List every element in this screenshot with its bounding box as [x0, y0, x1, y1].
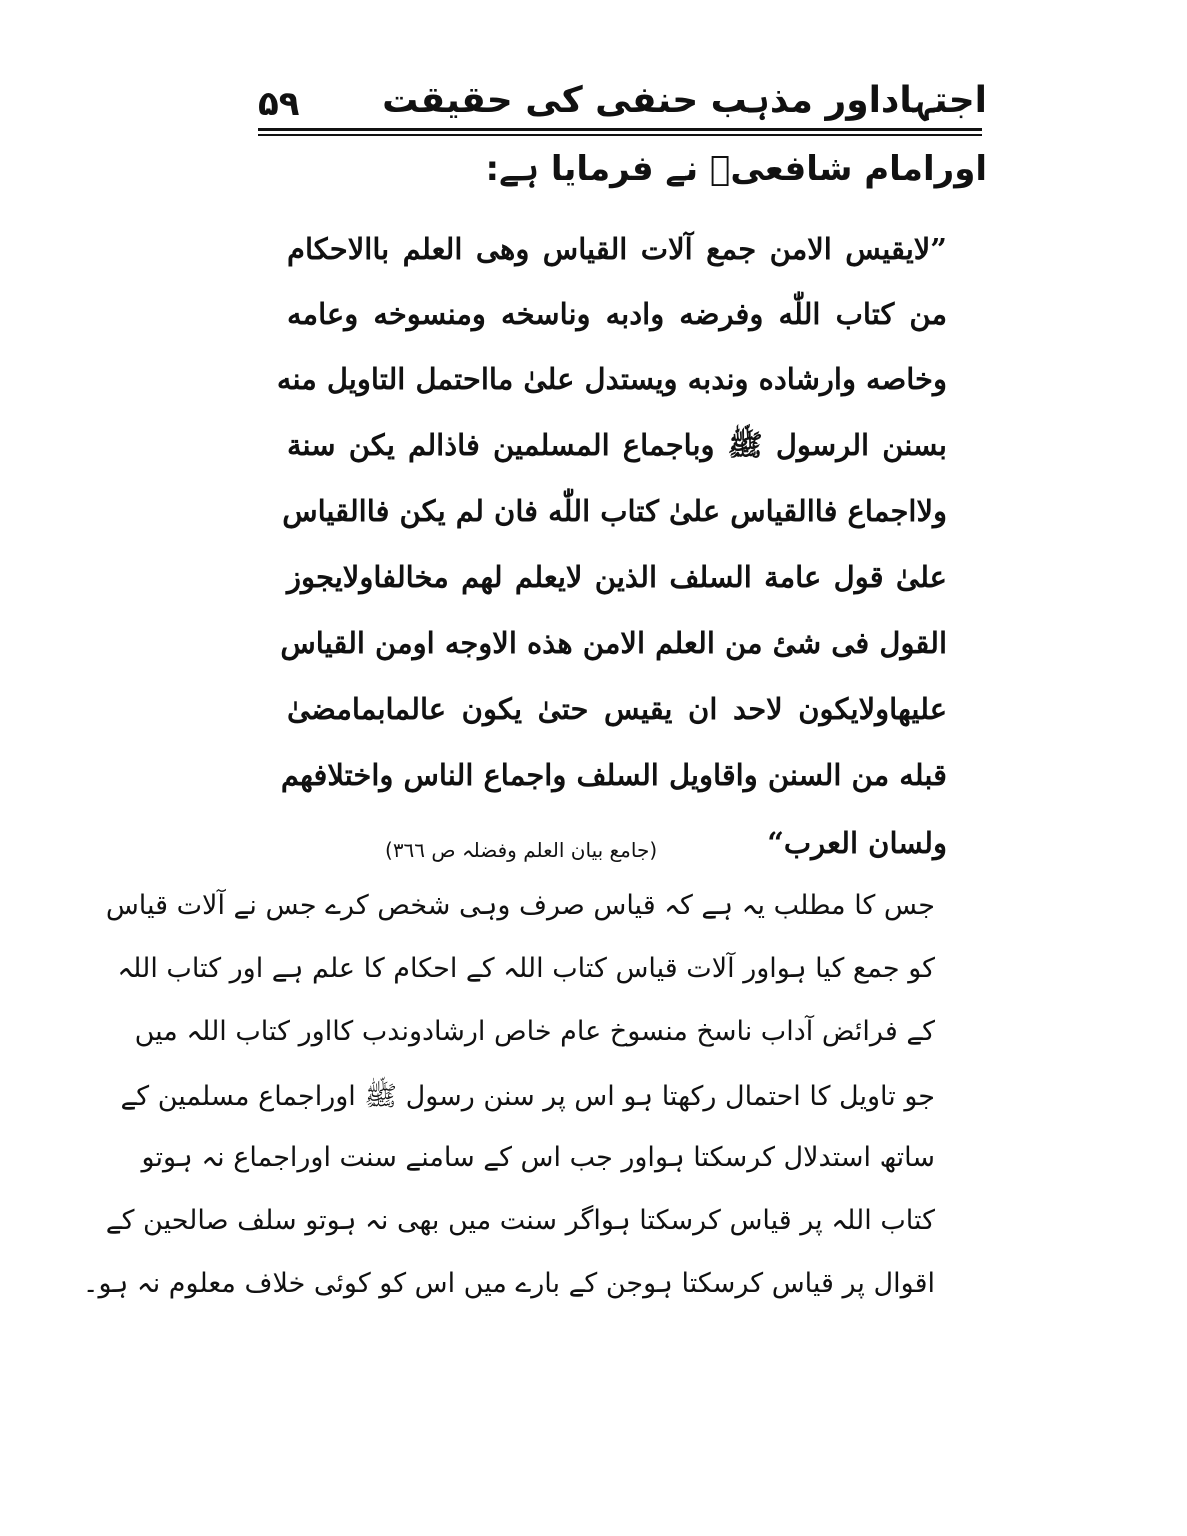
- arabic-line: علیهاولایکون لاحد ان یقیس حتیٰ یکون عالمابمامضیٰ: [287, 692, 947, 726]
- arabic-line: ولااجماع فاالقیاس علیٰ کتاب اللّٰه فان لم یکن فاالقیاس: [282, 494, 947, 528]
- urdu-line: جس کا مطلب یہ ہے کہ قیاس صرف وہی شخص کرے جس نے آلات قیاس: [105, 890, 935, 921]
- arabic-line: قبله من السنن واقاویل السلف واجماع الناس واختلافهم: [280, 758, 947, 792]
- arabic-line: من کتاب اللّٰه وفرضه وادبه وناسخه ومنسوخه وعامه: [287, 297, 947, 331]
- urdu-line: کتاب اللہ پر قیاس کرسکتا ہواگر سنت میں بھی نہ ہوتو سلف صالحین کے: [105, 1205, 935, 1236]
- header-rule: [258, 128, 982, 131]
- urdu-line: کو جمع کیا ہواور آلات قیاس کتاب اللہ کے احکام کا علم ہے اور کتاب اللہ: [117, 953, 935, 984]
- arabic-line: ”لایقیس الامن جمع آلات القیاس وھی العلم باالاحکام: [287, 232, 947, 266]
- header-rule-secondary: [258, 134, 982, 136]
- urdu-line: اقوال پر قیاس کرسکتا ہوجن کے بارے میں اس کو کوئی خلاف معلوم نہ ہو۔: [82, 1268, 935, 1299]
- arabic-line: بسنن الرسول ﷺ وباجماع المسلمین فاذالم یکن سنة: [287, 428, 947, 462]
- arabic-line: علیٰ قول عامة السلف الذین لایعلم لهم مخالفاولایجوز: [287, 560, 947, 594]
- arabic-line: ولسان العرب“: [767, 826, 947, 860]
- page-number: ۵۹: [258, 84, 300, 124]
- urdu-line: ساتھ استدلال کرسکتا ہواور جب اس کے سامنے سنت اوراجماع نہ ہوتو: [141, 1142, 935, 1173]
- citation: (جامع بیان العلم وفضلہ ص ۳٦٦): [385, 838, 658, 862]
- intro-line: اورامام شافعیؒ نے فرمایا ہے:: [485, 149, 987, 189]
- arabic-line: القول فی شیٔ من العلم الامن هذه الاوجه اومن القیاس: [280, 626, 947, 660]
- arabic-line: وخاصه وارشاده وندبه ویستدل علیٰ مااحتمل التاویل منه: [276, 362, 947, 396]
- running-header-title: اجتہاداور مذہب حنفی کی حقیقت: [382, 80, 987, 121]
- urdu-line: جو تاویل کا احتمال رکھتا ہو اس پر سنن رسول ﷺ اوراجماع مسلمین کے: [120, 1081, 935, 1112]
- urdu-line: کے فرائض آداب ناسخ منسوخ عام خاص ارشادوندب کااور کتاب اللہ میں: [134, 1016, 935, 1047]
